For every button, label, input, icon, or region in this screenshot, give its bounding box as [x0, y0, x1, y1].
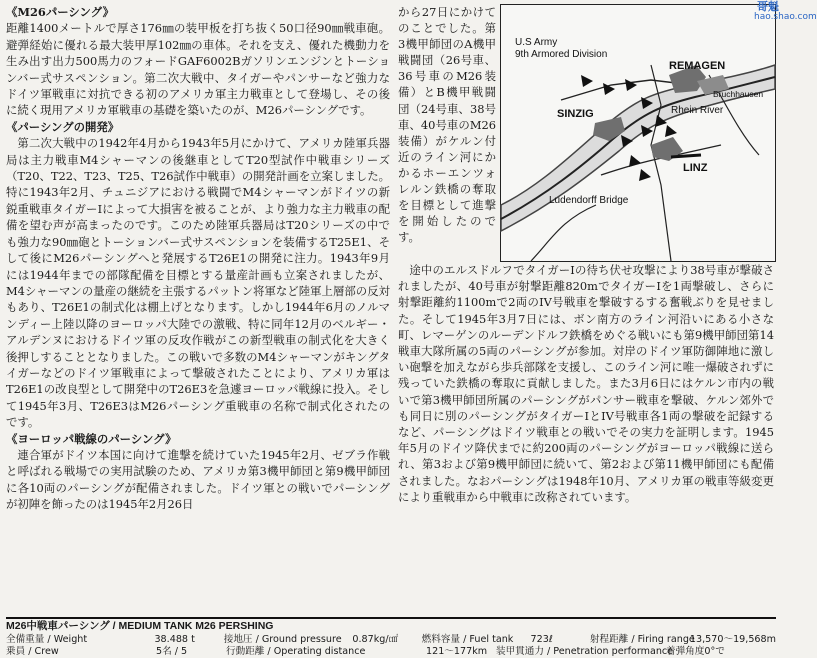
section-heading: 《パーシングの開発》: [6, 119, 120, 134]
spec-value: 0.87kg/㎠: [352, 634, 399, 645]
map-label-sinzig: SINZIG: [557, 108, 594, 120]
map-label-river: Rhein River: [671, 105, 724, 116]
section-heading: 《M26パーシング》: [6, 5, 115, 19]
spec-value: 121～177km: [426, 646, 488, 657]
spec-label: 接地圧 / Ground pressure: [223, 634, 342, 645]
spec-value: 着弾角度0°で: [666, 646, 725, 657]
spec-value: 38.488 t: [154, 634, 195, 645]
map-label-linz: LINZ: [683, 162, 708, 174]
map-label-division: 9th Armored Division: [515, 49, 608, 60]
spec-label: 射程距離 / Firing range: [589, 634, 695, 645]
article-narrow-column: [398, 4, 496, 260]
spec-label: 行動距離 / Operating distance: [226, 646, 366, 657]
article-right-column: [398, 262, 774, 612]
spec-row: [6, 646, 776, 658]
article-left-column: [6, 4, 390, 616]
map-label-bruchhausen: Bruchhausen: [713, 89, 764, 99]
watermark-logo: [754, 0, 817, 22]
europe-paragraph: 連合軍がドイツ本国に向けて進撃を続けていた1945年2月、ゼブラ作戦と呼ばれる戦場での実用試験のため、アメリカ第3機甲師団と第9機甲師団に各10両のパーシングが配備されました。ドイツ軍との戦いでパーシングが初陣を飾ったのは1945年2月26日: [6, 447, 390, 512]
spec-label: 乗員 / Crew: [6, 646, 59, 657]
spec-label: 装甲貫通力 / Penetration performance: [496, 646, 674, 657]
continued-paragraph: から27日にかけてのことでした。第3機甲師団のA機甲戦闘団（26号車、36号車のM26装備）とB機甲戦闘団（24号車、38号車、40号車のM26装備）がケルン付近のライン河にかかるホーエンツォレルン鉄橋の奪取を目標として進撃を開始したのです。: [398, 5, 496, 245]
spec-table-title: M26中戦車パーシング / MEDIUM TANK M26 PERSHING: [6, 617, 776, 633]
spec-value: 723ℓ: [530, 634, 553, 645]
remagen-map: [500, 4, 776, 262]
map-label-remagen: REMAGEN: [669, 60, 726, 72]
map-label-army: U.S Army: [515, 37, 558, 48]
spec-label: 燃料容量 / Fuel tank: [421, 634, 514, 645]
spec-value: 5名 / 5: [156, 646, 188, 657]
spec-value: 13,570～19,568m: [689, 634, 776, 645]
spec-label: 全備重量 / Weight: [6, 634, 88, 645]
intro-paragraph: 距離1400メートルで厚さ176㎜の装甲板を打ち抜く50口径90㎜戦車砲。避弾経始に優れる最大装甲厚102㎜の車体。それを支え、優れた機動力を生み出す出力500馬力のフォードGAF6002Bガソリンエンジンとトーションバー式サスペンション。第二次大戦中、タイガーやパンサーなど強力なドイツ軍戦車に対抗できる初のアメリカ軍主力戦車として登場し、その後に続く現用アメリカ軍戦車の基礎を築いたのが、M26パーシングです。: [6, 21, 390, 118]
right-paragraph: 途中のエルスドルフでタイガーIの待ち伏せ攻撃により38号車が撃破されましたが、40号車が射撃距離820mでタイガーIを1両撃破し、さらに射撃距離約1100mで2両のIV号戦車を撃破するする奮戦ぶりを見せました。そして1945年3月7日には、ボン南方のライン河沿いにある小さな町、レマーゲンのルーデンドルフ鉄橋をめぐる戦いにも第9機甲師団第14戦車大隊所属の5両のパーシングが参加。対岸のドイツ軍防御陣地に激しい砲撃を加えながら歩兵部隊を支援し、このライン河に唯一爆破されずに残っていた鉄橋の奪取に貢献しました。また3月6日にはケルン市内の戦いで第3機甲師団所属のパーシングがパンサー戦車を撃破、ケルン郊外でも同日に別のパーシングがタイガーIとIV号戦車各1両の撃破を記録するなど、パーシングはドイツ戦車との戦いでその実力を証明します。1945年5月のドイツ降伏までに約200両のパーシングがヨーロッパ戦線に送られ、第3および第9機甲師団に続いて、第2および第11機甲師団にも配備されました。なおパーシングは1948年10月、アメリカ軍の戦車等級変更により重戦車から中戦車に改称されています。: [398, 263, 774, 504]
watermark-text: 哥魁: [757, 0, 779, 13]
map-label-bridge: Ludendorff Bridge: [549, 195, 629, 206]
development-paragraph: 第二次大戦中の1942年4月から1943年5月にかけて、アメリカ陸軍兵器局は主力戦車M4シャーマンの後継車としてT20型試作中戦車シリーズ（T20、T22、T23、T25、T26試作中戦車）の開発計画を立案しました。特に1943年2月、チュニジアにおける戦闘でM4シャーマンがドイツの新鋭重戦車タイガーIによって大損害を被ることが、より強力な主力戦車の配備を望む声が高まったのです。このため陸軍兵器局はT20シリーズの中でも強力な90㎜砲とトーションバー式サスペンションを装備するT25E1、そして後にM26パーシングへと発展するT26E1の開発に注力。1943年9月には1944年までの部隊配備を目標とする量産計画も立案されましたが、M4シャーマンの量産の継続を主張するパットン将軍など陸軍上層部の反対もあり、T26E1の制式化は棚上げとなります。しかし1944年6月のノルマンディー上陸以降のヨーロッパ大陸での激戦、特に同年12月のベルギー・アルデンヌにおけるドイツ軍の反攻作戦がこの新型戦車の制式化を大きく後押しすることとなりました。この戦いで多数のM4シャーマンがキングタイガーなどのドイツ軍戦車によって撃破されたことにより、アメリカ軍はT26E1の改良型として開発中のT26E3を急遽ヨーロッパ戦線に投入。そして1945年3月、T26E3はM26パーシング重戦車の名称で制式化されたのです。: [6, 136, 390, 430]
spec-row: [6, 634, 776, 646]
spec-table: [6, 634, 776, 657]
watermark-url: hao.shao.com: [754, 12, 817, 22]
section-heading: 《ヨーロッパ戦線のパーシング》: [6, 431, 177, 446]
